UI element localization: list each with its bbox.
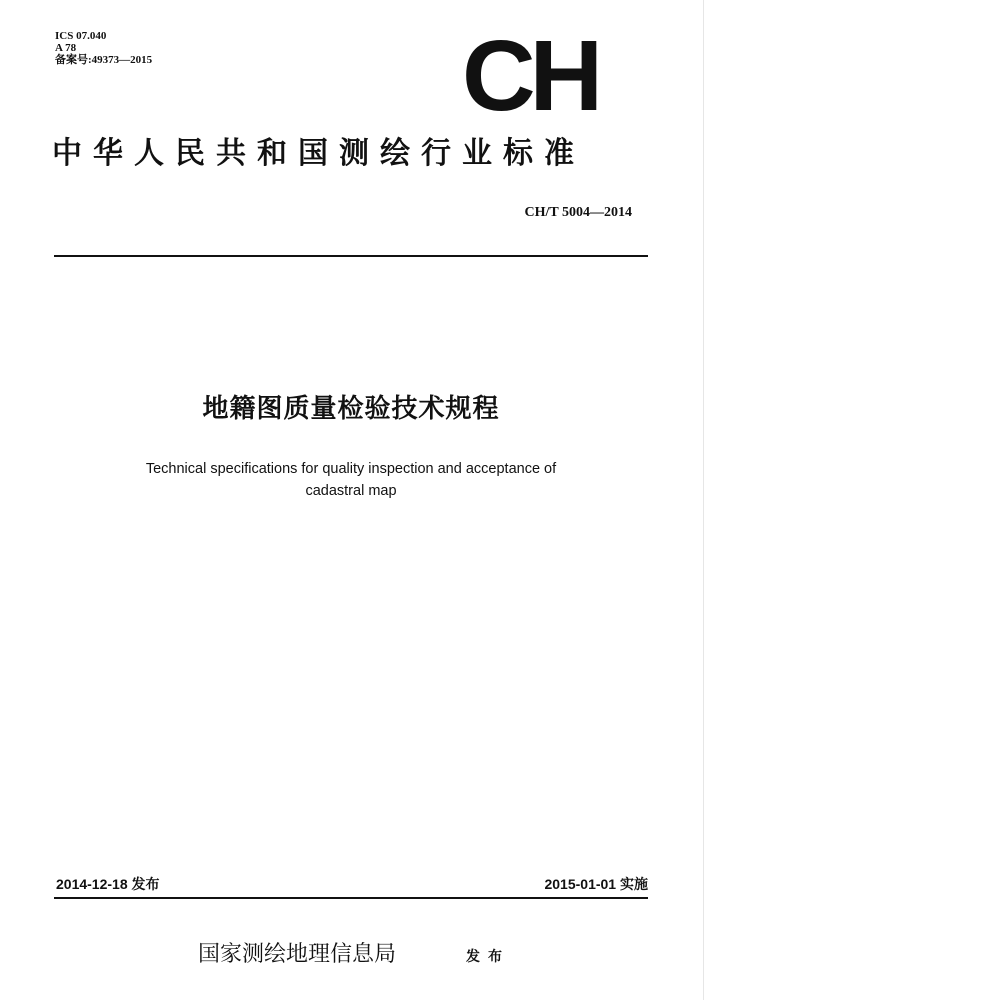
document-title-english <box>54 458 648 502</box>
top-divider <box>54 255 648 257</box>
english-title-line-1: Technical specifications for quality inspection and acceptance of <box>145 461 557 477</box>
ch-logo: CH <box>462 20 598 132</box>
classification-block <box>55 30 152 66</box>
publish-label: 发布 <box>466 949 510 965</box>
issue-date: 2014-12-18 发布 <box>56 876 160 892</box>
blank-margin-area <box>704 0 1000 1000</box>
date-row <box>54 874 648 894</box>
implementation-date: 2015-01-01 实施 <box>544 876 648 892</box>
publisher-name: 国家测绘地理信息局 <box>198 942 397 967</box>
bottom-divider <box>54 897 648 899</box>
record-number: 备案号:49373—2015 <box>55 54 153 66</box>
standard-number: CH/T 5004—2014 <box>524 205 632 220</box>
ics-code: ICS 07.040 <box>55 30 107 42</box>
english-title-line-2: cadastral map <box>305 483 397 499</box>
category-code: A 78 <box>55 42 77 54</box>
document-title-chinese: 地籍图质量检验技术规程 <box>202 394 500 424</box>
organization-title: 中华人民共和国测绘行业标准 <box>52 136 585 171</box>
